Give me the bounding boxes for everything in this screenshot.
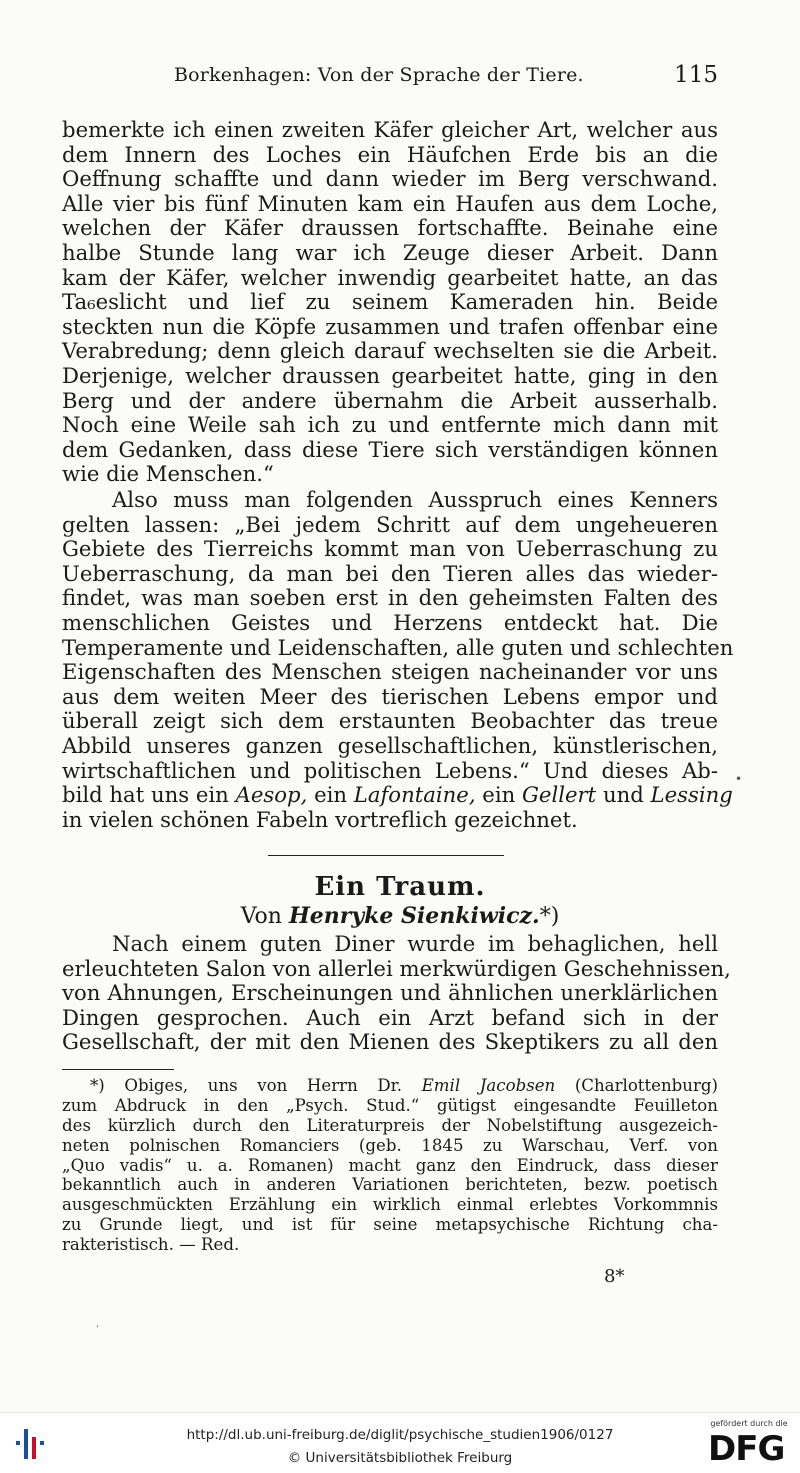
article-title: Ein Traum.	[314, 872, 486, 902]
name-gellert: Gellert	[522, 782, 597, 808]
footnote	[62, 1076, 718, 1255]
printer-signature: 8*	[604, 1266, 625, 1287]
footnote-marker: *)	[539, 904, 560, 929]
footnote-rule	[62, 1069, 174, 1070]
text-line: Dingen gesprochen. Auch ein Arzt befand sich in der	[62, 1004, 718, 1030]
text-line: überall zeigt sich dem erstaunten Beobachter das treue	[62, 708, 718, 734]
footnote-line: *) Obiges, uns von Herrn Dr. Emil Jacobsen (Charlottenburg)	[90, 1076, 718, 1095]
text-line: dem Gedanken, dass diese Tiere sich verständigen können	[62, 436, 718, 462]
text-line: Also muss man folgenden Ausspruch eines Kenners	[112, 487, 718, 512]
text-line: Ueberraschung, da man bei den Tieren alles das wieder-	[62, 560, 718, 586]
text-line: dem Innern des Loches ein Häufchen Erde bis an die	[62, 141, 718, 167]
text-line: gelten lassen: „Bei jedem Schritt auf dem ungeheueren	[62, 511, 718, 537]
page-header	[62, 64, 718, 94]
text-line: Berg und der andere übernahm die Arbeit ausserhalb.	[62, 387, 718, 413]
name-lessing: Lessing	[650, 782, 733, 808]
section-divider	[268, 855, 504, 856]
text-line: kam der Käfer, welcher inwendig gearbeitet hatte, an das	[62, 264, 718, 290]
footnote-line: zu Grunde liegt, und ist für seine metapsychische Richtung cha-	[62, 1215, 718, 1235]
text-line: Oeffnung schaffte und dann wieder im Berg verschwand.	[62, 166, 718, 192]
text-line: aus dem weiten Meer des tierischen Lebens empor und	[62, 683, 718, 709]
article-byline: Von Henryke Sienkiwicz.*)	[240, 903, 560, 929]
paragraph-2	[62, 487, 734, 832]
text-line: steckten nun die Köpfe zusammen und trafen offenbar eine	[62, 313, 718, 339]
text-line: von Ahnungen, Erscheinungen und ähnlichen unerklärlichen	[62, 980, 718, 1006]
paragraph-3	[62, 931, 731, 1055]
text-line: welchen der Käfer draussen fortschaffte. Beinahe eine	[62, 215, 718, 241]
scan-speck: •	[735, 772, 743, 786]
text-line: Nach einem guten Diner wurde im behaglichen, hell	[112, 931, 718, 956]
footnote-line: neten polnischen Romanciers (geb. 1845 zu Warschau, Verf. von	[62, 1135, 718, 1155]
text-line: menschlichen Geistes und Herzens entdeckt hat. Die	[62, 609, 718, 635]
viewer-footer	[0, 1412, 800, 1473]
footnote-person: Emil Jacobsen	[421, 1076, 556, 1095]
text-line: halbe Stunde lang war ich Zeuge dieser Arbeit. Dann	[62, 239, 718, 265]
paragraph-1	[62, 118, 718, 487]
text-line: Noch eine Weile sah ich zu und entfernte mich dann mit	[62, 412, 718, 438]
author-name: Henryke Sienkiwicz.	[288, 903, 540, 929]
footnote-line: des kürzlich durch den Literaturpreis der Nobelstiftung ausgezeich-	[62, 1115, 718, 1135]
footnote-line: bekanntlich auch in anderen Variationen berichteten, bezw. poetisch	[62, 1175, 718, 1195]
text-line: Gesellschaft, der mit den Mienen des Skeptikers zu all den	[62, 1029, 718, 1055]
scan-speck: ,	[96, 1318, 100, 1329]
text-line: in vielen schönen Fabeln vortreflich gezeichnet.	[62, 806, 578, 832]
name-aesop: Aesop,	[235, 782, 308, 808]
text-line: Derjenige, welcher draussen gearbeitet hatte, ging in den	[62, 362, 718, 388]
page-number: 115	[674, 62, 718, 88]
text-line: Eigenschaften des Menschen steigen nacheinander vor uns	[62, 659, 718, 685]
text-line: findet, was man soeben erst in den geheimsten Falten des	[62, 585, 718, 611]
copyright-notice: © Universitätsbibliothek Freiburg	[287, 1450, 513, 1466]
footnote-line: ausgeschmückten Erzählung ein wirklich einmal erlebtes Vorkommnis	[62, 1195, 718, 1215]
name-lafontaine: Lafontaine,	[353, 782, 476, 808]
text-line: wie die Menschen.“	[62, 461, 274, 487]
dfg-wordmark: DFG	[708, 1429, 785, 1469]
text-line: wirtschaftlichen und politischen Lebens.“ Und dieses Ab-	[62, 757, 718, 783]
text-line: bild hat uns ein Aesop, ein Lafontaine, ein Gellert und Lessing	[62, 782, 733, 808]
funder-caption: gefördert durch die	[710, 1419, 788, 1428]
footnote-line: „Quo vadis“ u. a. Romanen) macht ganz den Eindruck, dass dieser	[62, 1155, 718, 1175]
text-line: Abbild unseres ganzen gesellschaftlichen, künstlerischen,	[62, 732, 718, 758]
text-line: Alle vier bis fünf Minuten kam ein Haufen aus dem Loche,	[62, 190, 718, 216]
footnote-line: rakteristisch. — Red.	[62, 1235, 240, 1255]
permalink-url[interactable]: http://dl.ub.uni-freiburg.de/diglit/psychische_studien1906/0127	[186, 1427, 614, 1443]
text-line: Ta₆eslicht und lief zu seinem Kameraden hin. Beide	[62, 289, 718, 315]
text-line: bemerkte ich einen zweiten Käfer gleicher Art, welcher aus	[62, 117, 718, 142]
text-line: erleuchteten Salon von allerlei merkwürdigen Geschehnissen,	[62, 955, 731, 981]
text-line: Temperamente und Leidenschaften, alle guten und schlechten	[62, 634, 734, 660]
running-title: Borkenhagen: Von der Sprache der Tiere.	[174, 64, 584, 86]
dfg-logo	[706, 1419, 792, 1471]
text-line: Gebiete des Tierreichs kommt man von Ueberraschung zu	[62, 536, 718, 562]
footnote-line: zum Abdruck in den „Psych. Stud.“ gütigst eingesandte Feuilleton	[62, 1095, 718, 1115]
text-line: Verabredung; denn gleich darauf wechselten sie die Arbeit.	[62, 338, 718, 364]
